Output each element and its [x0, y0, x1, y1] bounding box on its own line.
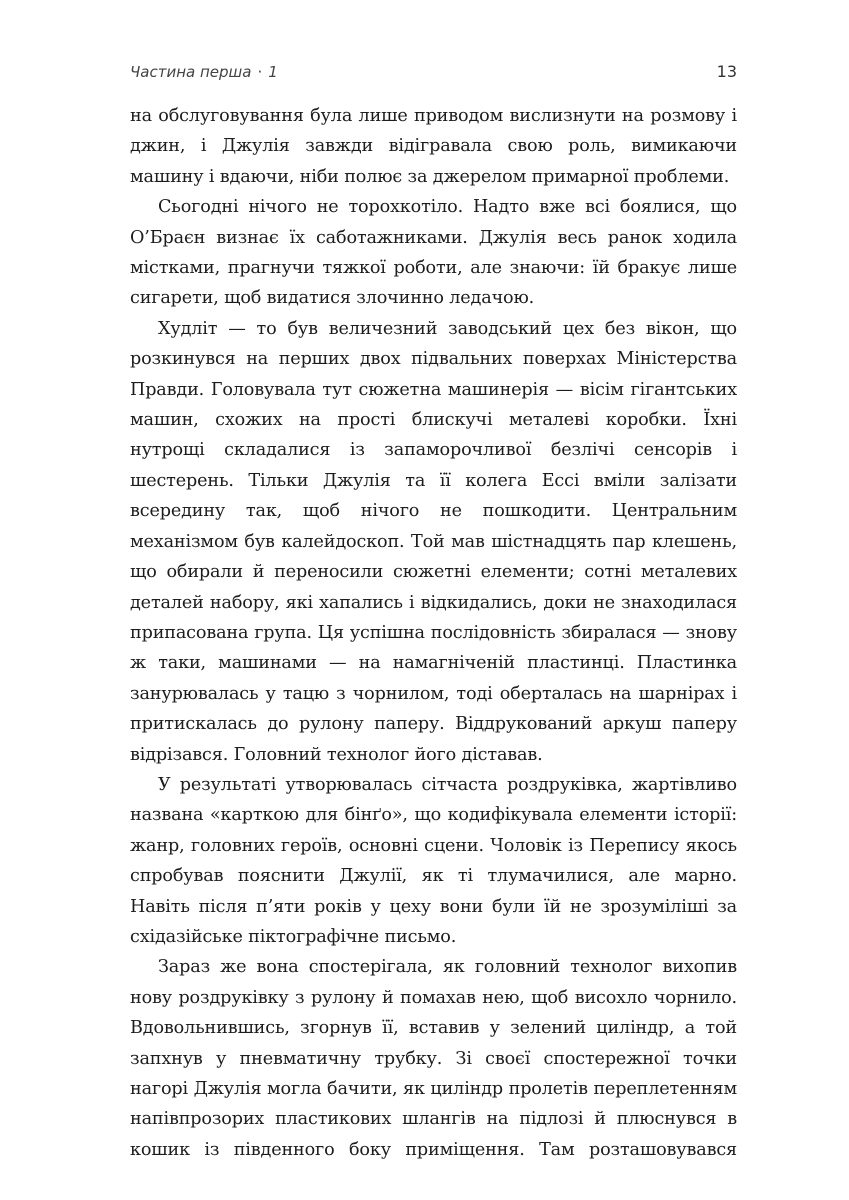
paragraph: на обслуговування була лише приводом вислизнути на розмову і джин, і Джулія завжди відігравала свою роль, вимикаючи машину і вдаючи, ніби полює за джерелом примарної проблеми.: [130, 106, 737, 187]
paragraph: Зараз же вона спостерігала, як головний технолог вихопив нову роздруківку з рулону й помахав нею, щоб висохло чорнило. Вдовольнившись, згорнув її, вставив у зелений циліндр, а той запхнув у пневматичну трубку. Зі своєї спостережної точки нагорі Джулія могла бачити, як циліндр пролетів переплетенням напівпрозорих пластикових шлангів на підлозі й плюснувся в кошик із південного боку приміщення. Там розташовувався: [130, 957, 737, 1160]
running-head-section: [130, 63, 278, 81]
paragraph: Сьогодні нічого не торохкотіло. Надто вже всі боялися, що О’Браєн визнає їх саботажниками. Джулія весь ранок ходила містками, прагнучи тяжкої роботи, але знаючи: їй бракує лише сигарети, щоб видатися злочинно ледачою.: [130, 197, 737, 309]
paragraph: У результаті утворювалась сітчаста роздруківка, жартівливо названа «карткою для бінґо», що кодифікувала елементи історії: жанр, головних героїв, основні сцени. Чоловік із Перепису якось спробував пояснити Джулії, як ті тлумачилися, але марно. Навіть після п’яти років у цеху вони були їй не зрозуміліші за східазійське піктографічне письмо.: [130, 774, 737, 947]
page-number: 13: [716, 62, 737, 81]
body-text: [130, 101, 737, 1165]
paragraph: Худліт — то був величезний заводський цех без вікон, що розкинувся на перших двох підвальних поверхах Міністерства Правди. Головувала тут сюжетна машинерія — вісім гігантських машин, схожих на прості блискучі металеві коробки. Їхні нутрощі складалися із запаморочливої безлічі сенсорів і шестерень. Тільки Джулія та її колега Ессі вміли залізати всередину так, щоб нічого не пошкодити. Центральним механізмом був калейдоскоп. Той мав шістнадцять пар клешень, що обирали й переносили сюжетні елементи; сотні металевих деталей набору, які хапались і відкидались, доки не знаходилася припасована група. Ця успішна послідовність збиралася — знову ж таки, машинами — на намагніченій пластинці. Пластинка занурювалась у тацю з чорнилом, тоді оберталась на шарнірах і притискалась до рулону паперу. Віддрукований аркуш паперу відрізався. Головний технолог його діставав.: [130, 318, 737, 765]
separator: ·: [257, 63, 263, 81]
chapter-number: 1: [268, 63, 278, 81]
running-head: [130, 62, 737, 81]
section-label: Частина перша: [130, 63, 252, 81]
